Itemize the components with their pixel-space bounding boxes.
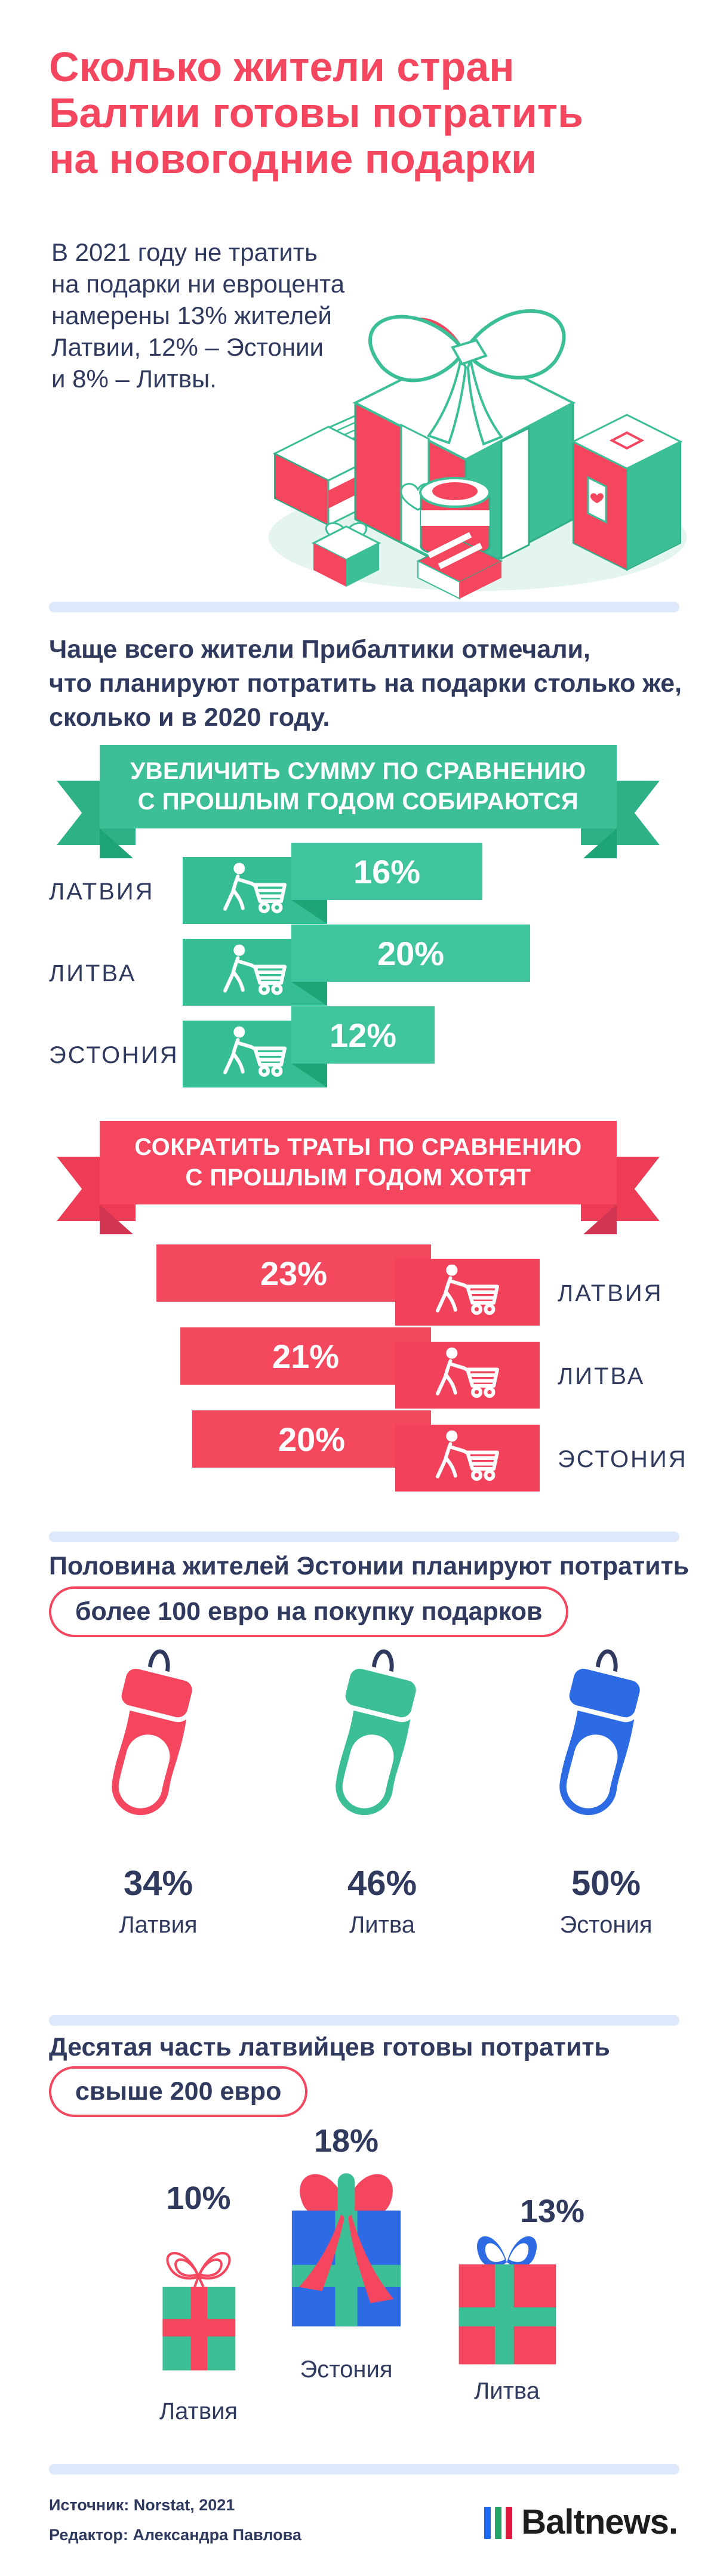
country-label: ЛАТВИЯ xyxy=(49,879,155,905)
gifts-chart xyxy=(0,2122,717,2457)
shopping-cart-icon xyxy=(428,1262,507,1322)
gift-box-icon-estonia xyxy=(266,2144,427,2346)
decrease-row-lithuania xyxy=(0,1327,717,1410)
stocking-country: Латвия xyxy=(119,1912,198,1938)
increase-row-estonia xyxy=(0,1006,717,1088)
stocking-item-lithuania xyxy=(310,1647,454,1939)
stocking-value: 50% xyxy=(571,1864,641,1903)
country-label: ЭСТОНИЯ xyxy=(558,1446,688,1472)
shopping-cart-icon xyxy=(428,1428,507,1488)
stocking-country: Эстония xyxy=(559,1912,653,1938)
value-label: 12% xyxy=(329,1016,397,1054)
over100-text: Половина жителей Эстонии планируют потратить xyxy=(49,1552,690,1580)
title-line: на новогодние подарки xyxy=(49,135,537,182)
increase-banner-text: УВЕЛИЧИТЬ СУММУ ПО СРАВНЕНИЮ С ПРОШЛЫМ ГОДОМ СОБИРАЮТСЯ xyxy=(100,745,617,828)
gift-value-latvia: 10% xyxy=(166,2180,231,2216)
value-bar xyxy=(291,925,530,982)
stocking-item-latvia xyxy=(87,1647,230,1939)
page-title xyxy=(49,44,583,182)
stocking-item-estonia xyxy=(534,1647,678,1939)
decrease-chart xyxy=(0,1244,717,1493)
section-divider xyxy=(49,2015,679,2026)
decrease-row-estonia xyxy=(0,1410,717,1493)
source-note: Источник: Norstat, 2021 xyxy=(49,2496,235,2514)
intro-text: В 2021 году не тратить на подарки ни евроцента намерены 13% жителей Латвии, 12% – Эстонии и 8% – Литвы. xyxy=(51,238,345,393)
stocking-icon xyxy=(534,1647,678,1838)
gifts-illustration xyxy=(239,197,716,603)
value-label: 20% xyxy=(278,1420,346,1458)
title-line: Сколько жители стран xyxy=(49,44,515,90)
value-bar xyxy=(180,1327,431,1385)
gift-value-lithuania: 13% xyxy=(519,2193,585,2229)
decrease-banner-text: СОКРАТИТЬ ТРАТЫ ПО СРАВНЕНИЮ С ПРОШЛЫМ ГОДОМ ХОТЯТ xyxy=(100,1121,617,1204)
over200-text: Десятая часть латвийцев готовы потратить xyxy=(49,2033,610,2062)
shopping-cart-icon xyxy=(216,1024,294,1084)
increase-chart xyxy=(0,843,717,1088)
shopping-cart-icon xyxy=(216,861,294,920)
highlight-pill: более 100 евро на покупку подарков xyxy=(49,1586,568,1637)
gift-value-estonia: 18% xyxy=(313,2123,379,2159)
brand-name: Baltnews. xyxy=(521,2503,678,2541)
value-bar xyxy=(156,1244,431,1302)
section-divider xyxy=(49,602,679,612)
value-label: 20% xyxy=(377,934,445,972)
gift-country-estonia: Эстония xyxy=(300,2356,393,2383)
shopping-cart-icon xyxy=(428,1345,507,1405)
value-label: 23% xyxy=(260,1254,328,1292)
value-label: 16% xyxy=(353,852,421,890)
over200-highlight xyxy=(49,2066,307,2117)
country-label: ЛАТВИЯ xyxy=(558,1280,663,1307)
brand-logo xyxy=(484,2504,678,2540)
shopper-icon-block xyxy=(395,1425,540,1492)
gift-box-icon-latvia xyxy=(140,2219,257,2374)
stocking-value: 34% xyxy=(123,1864,193,1903)
stocking-country: Литва xyxy=(349,1912,415,1938)
value-label: 21% xyxy=(272,1337,340,1375)
shopper-icon-block xyxy=(395,1342,540,1409)
stocking-icon xyxy=(310,1647,454,1838)
value-bar xyxy=(291,843,482,900)
title-line: Балтии готовы потратить xyxy=(49,90,584,136)
logo-bars-icon xyxy=(484,2507,516,2539)
stockings-chart xyxy=(0,1647,717,1970)
section-divider xyxy=(49,2464,679,2475)
decrease-banner xyxy=(57,1121,660,1264)
decrease-row-latvia xyxy=(0,1244,717,1327)
stocking-value: 46% xyxy=(347,1864,417,1903)
gift-box-icon-lithuania xyxy=(442,2208,572,2381)
stocking-icon xyxy=(87,1647,230,1838)
country-label: ЭСТОНИЯ xyxy=(49,1042,179,1068)
editor-note: Редактор: Александра Павлова xyxy=(49,2526,301,2544)
gift-country-latvia: Латвия xyxy=(159,2398,238,2424)
gift-country-lithuania: Литва xyxy=(474,2378,540,2404)
highlight-pill: свыше 200 евро xyxy=(49,2066,307,2117)
same-as-2020-text: Чаще всего жители Прибалтики отмечали, что планируют потратить на подарки столько же, сколько и в 2020 году. xyxy=(49,635,682,732)
over100-highlight xyxy=(49,1586,568,1637)
country-label: ЛИТВА xyxy=(558,1363,645,1389)
shopper-icon-block xyxy=(395,1259,540,1326)
value-bar xyxy=(291,1006,435,1064)
section-divider xyxy=(49,1532,679,1542)
shopping-cart-icon xyxy=(216,942,294,1002)
increase-row-lithuania xyxy=(0,925,717,1006)
country-label: ЛИТВА xyxy=(49,960,137,987)
